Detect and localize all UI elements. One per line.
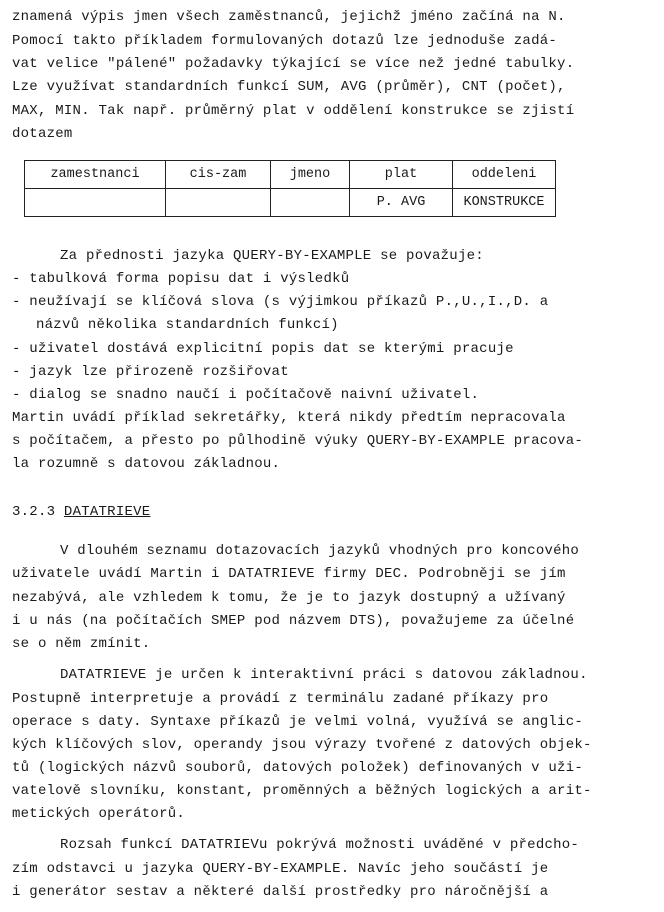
table-cell: KONSTRUKCE bbox=[453, 189, 556, 217]
list-item: - dialog se snadno naučí i počítačově naivní uživatel. bbox=[12, 387, 480, 403]
table-cell bbox=[271, 189, 350, 217]
text-line: V dlouhém seznamu dotazovacích jazyků vhodných pro koncového bbox=[60, 543, 580, 559]
section-number: 3.2.3 bbox=[12, 504, 56, 520]
advantages-intro: Za přednosti jazyka QUERY-BY-EXAMPLE se považuje: bbox=[60, 248, 484, 264]
text-line: zím odstavci u jazyka QUERY-BY-EXAMPLE. Navíc jeho součástí je bbox=[12, 861, 549, 877]
text-line: i generátor sestav a některé další prostředky pro náročnější a bbox=[12, 884, 549, 900]
text-line: dotazem bbox=[12, 126, 73, 142]
text-line: znamená výpis jmen všech zaměstnanců, jejichž jméno začíná na N. bbox=[12, 9, 566, 25]
list-item: - uživatel dostává explicitní popis dat se kterými pracuje bbox=[12, 341, 514, 357]
text-line: s počítačem, a přesto po půlhodině výuky QUERY-BY-EXAMPLE pracova- bbox=[12, 433, 583, 449]
text-line: se o něm zmínit. bbox=[12, 636, 151, 652]
qbe-example-table bbox=[24, 160, 556, 217]
text-line: la rozumně s datovou základnou. bbox=[12, 456, 281, 472]
text-line: Pomocí takto příkladem formulovaných dotazů lze jednoduše zadá- bbox=[12, 33, 558, 49]
text-line: DATATRIEVE je určen k interaktivní práci s datovou základnou. bbox=[60, 667, 588, 683]
text-line: vat velice "pálené" požadavky týkající se více než jedné tabulky. bbox=[12, 56, 575, 72]
text-line: nezabývá, ale vzhledem k tomu, že je to jazyk dostupný a užívaný bbox=[12, 590, 566, 606]
text-line: Martin uvádí příklad sekretářky, která nikdy předtím nepracovala bbox=[12, 410, 566, 426]
table-header-cell: oddeleni bbox=[453, 161, 556, 189]
text-line: kých klíčových slov, operandy jsou výrazy tvořené z datových objek- bbox=[12, 737, 592, 753]
text-line: i u nás (na počítačích SMEP pod názvem DTS), považujeme za účelné bbox=[12, 613, 575, 629]
list-item-continuation: názvů několika standardních funkcí) bbox=[36, 317, 339, 333]
section-title: DATATRIEVE bbox=[63, 504, 151, 520]
table-header-cell: plat bbox=[350, 161, 453, 189]
table-header-row bbox=[25, 161, 556, 189]
table-header-cell: cis-zam bbox=[166, 161, 271, 189]
table-cell: P. AVG bbox=[350, 189, 453, 217]
text-line: Lze využívat standardních funkcí SUM, AVG (průměr), CNT (počet), bbox=[12, 79, 566, 95]
text-line: tů (logických názvů souborů, datových položek) definovaných v uži- bbox=[12, 760, 583, 776]
text-line: Rozsah funkcí DATATRIEVu pokrývá možnosti uváděné v předcho- bbox=[60, 837, 580, 853]
table-header-cell: jmeno bbox=[271, 161, 350, 189]
text-line: uživatele uvádí Martin i DATATRIEVE firmy DEC. Podrobněji se jím bbox=[12, 566, 566, 582]
table-cell bbox=[25, 189, 166, 217]
table-cell bbox=[166, 189, 271, 217]
table-row bbox=[25, 189, 556, 217]
text-line: metických operátorů. bbox=[12, 806, 186, 822]
list-item: - jazyk lze přirozeně rozšiřovat bbox=[12, 364, 289, 380]
text-line: MAX, MIN. Tak např. průměrný plat v oddělení konstrukce se zjistí bbox=[12, 103, 575, 119]
text-line: operace s daty. Syntaxe příkazů je velmi volná, využívá se anglic- bbox=[12, 714, 583, 730]
text-line: vatelově slovníku, konstant, proměnných a běžných logických a arit- bbox=[12, 783, 592, 799]
table-header-cell: zamestnanci bbox=[25, 161, 166, 189]
text-line: Postupně interpretuje a provádí z terminálu zadané příkazy pro bbox=[12, 691, 549, 707]
list-item: - neužívají se klíčová slova (s výjimkou příkazů P.,U.,I.,D. a bbox=[12, 294, 549, 310]
section-heading bbox=[12, 501, 150, 523]
list-item: - tabulková forma popisu dat i výsledků bbox=[12, 271, 350, 287]
